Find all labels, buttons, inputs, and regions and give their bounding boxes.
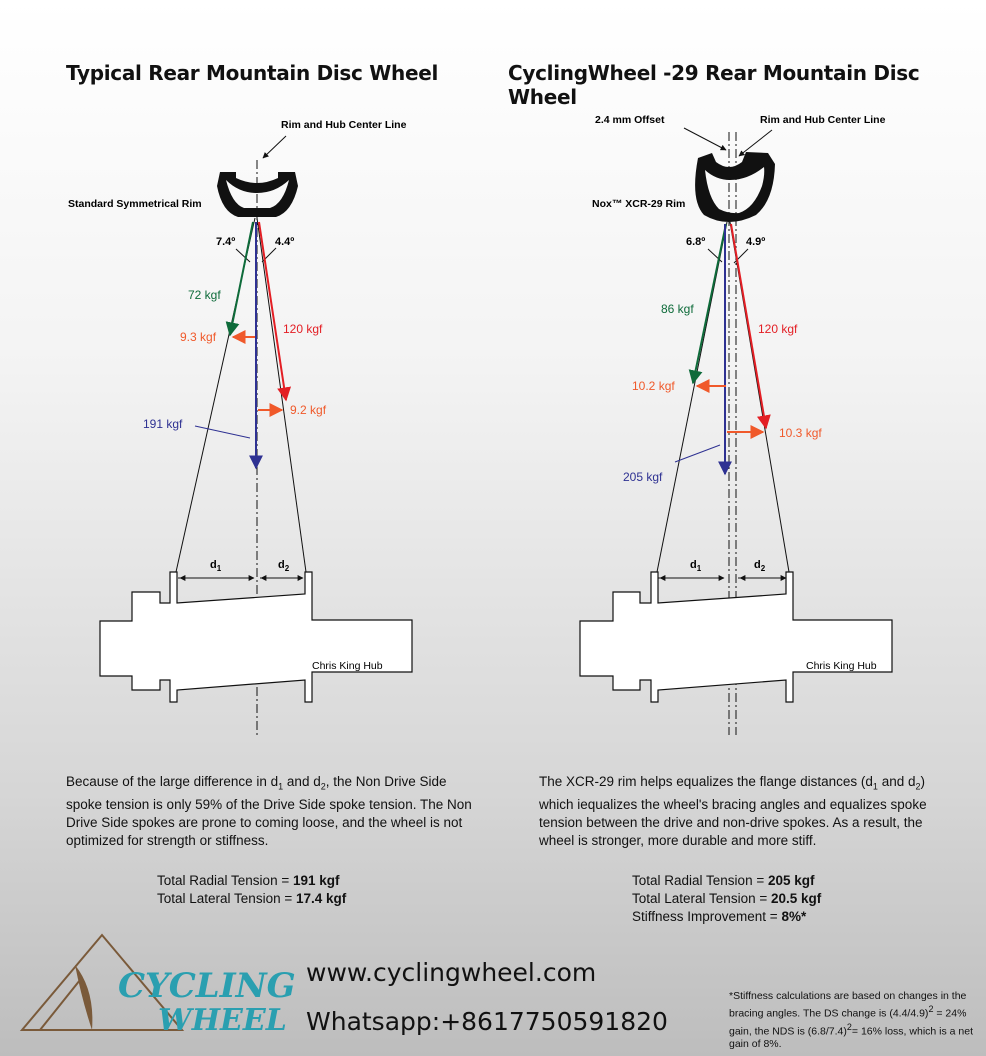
left-total-lateral: Total Lateral Tension = 17.4 kgf xyxy=(157,891,347,906)
right-diagram xyxy=(580,128,892,735)
right-offset-label: 2.4 mm Offset xyxy=(595,114,665,126)
left-force-ds-label: 120 kgf xyxy=(283,322,323,336)
left-rim-label: Standard Symmetrical Rim xyxy=(68,198,202,210)
left-angle-ds-label: 4.4º xyxy=(275,236,295,248)
left-hub-icon xyxy=(100,572,412,702)
right-title: CyclingWheel -29 Rear Mountain Disc Wheel xyxy=(508,61,920,109)
left-arrow-ds-force xyxy=(259,222,286,400)
right-angle-ds-label: 4.9º xyxy=(746,236,766,248)
right-totals xyxy=(632,872,821,926)
right-angle-nds-label: 6.8º xyxy=(686,236,706,248)
left-diagram xyxy=(100,136,412,735)
left-totals xyxy=(157,872,346,908)
left-d2-label: $d_2$ xyxy=(278,559,290,573)
right-d1-label: $d_1$ xyxy=(690,559,702,573)
right-radial-label: 205 kgf xyxy=(623,470,663,484)
left-d1-label: $d_1$ xyxy=(210,559,222,573)
right-d2-label: $d_2$ xyxy=(754,559,766,573)
left-lateral-ds-label: 9.2 kgf xyxy=(290,403,327,417)
left-spoke-ds xyxy=(257,218,306,572)
left-title: Typical Rear Mountain Disc Wheel xyxy=(66,61,439,85)
left-center-line-label: Rim and Hub Center Line xyxy=(281,119,407,131)
left-total-radial: Total Radial Tension = 191 kgf xyxy=(157,873,340,888)
right-offset-pointer xyxy=(684,128,726,150)
logo-line1: CYCLING xyxy=(118,966,296,1006)
left-lateral-nds-label: 9.3 kgf xyxy=(180,330,217,344)
right-description: The XCR-29 rim helps equalizes the flange distances ($d_1$ and $d_2$) which iequalizes the wheel's bracing angles and equalizes spoke tension between the drive and non-drive spokes. As a result, the wheel is stronger, more durable and more stiff. xyxy=(539,774,927,848)
right-total-lateral: Total Lateral Tension = 20.5 kgf xyxy=(632,891,822,906)
logo-feather-icon xyxy=(75,965,92,1030)
right-rim-label: Nox™ XCR-29 Rim xyxy=(592,198,686,210)
right-center-pointer xyxy=(739,130,772,156)
left-radial-leader xyxy=(195,426,250,438)
right-total-radial: Total Radial Tension = 205 kgf xyxy=(632,873,815,888)
website-link[interactable]: www.cyclingwheel.com xyxy=(306,958,597,987)
right-lateral-nds-label: 10.2 kgf xyxy=(632,379,675,393)
left-hub-label: Chris King Hub xyxy=(312,660,383,672)
stiffness-footnote: *Stiffness calculations are based on changes in the bracing angles. The DS change is $(4.4/4.9)^2 = 24\%$ gain, the NDS is $(6.8/7.4)^2= 16\%$ loss, which is a net gain of 8%. xyxy=(729,990,974,1050)
left-center-pointer xyxy=(263,136,286,158)
right-stiffness-improvement: Stiffness Improvement = 8%* xyxy=(632,909,807,924)
whatsapp-contact: Whatsapp:+8617750591820 xyxy=(306,1007,668,1036)
left-description: Because of the large difference in $d_1$ and $d_2$, the Non Drive Side spoke tension is only 59% of the Drive Side spoke tension. The Non Drive Side spokes are prone to coming loose, and the wheel is not optimized for strength or stiffness. xyxy=(66,774,472,848)
left-radial-label: 191 kgf xyxy=(143,417,183,431)
right-center-line-label: Rim and Hub Center Line xyxy=(760,114,886,126)
left-angle-nds-label: 7.4º xyxy=(216,236,236,248)
right-rim-icon xyxy=(695,152,775,222)
left-force-nds-label: 72 kgf xyxy=(188,288,221,302)
right-force-nds-label: 86 kgf xyxy=(661,302,694,316)
right-lateral-ds-label: 10.3 kgf xyxy=(779,426,822,440)
right-force-ds-label: 120 kgf xyxy=(758,322,798,336)
right-hub-label: Chris King Hub xyxy=(806,660,877,672)
logo-line2: WHEEL xyxy=(158,1003,287,1038)
